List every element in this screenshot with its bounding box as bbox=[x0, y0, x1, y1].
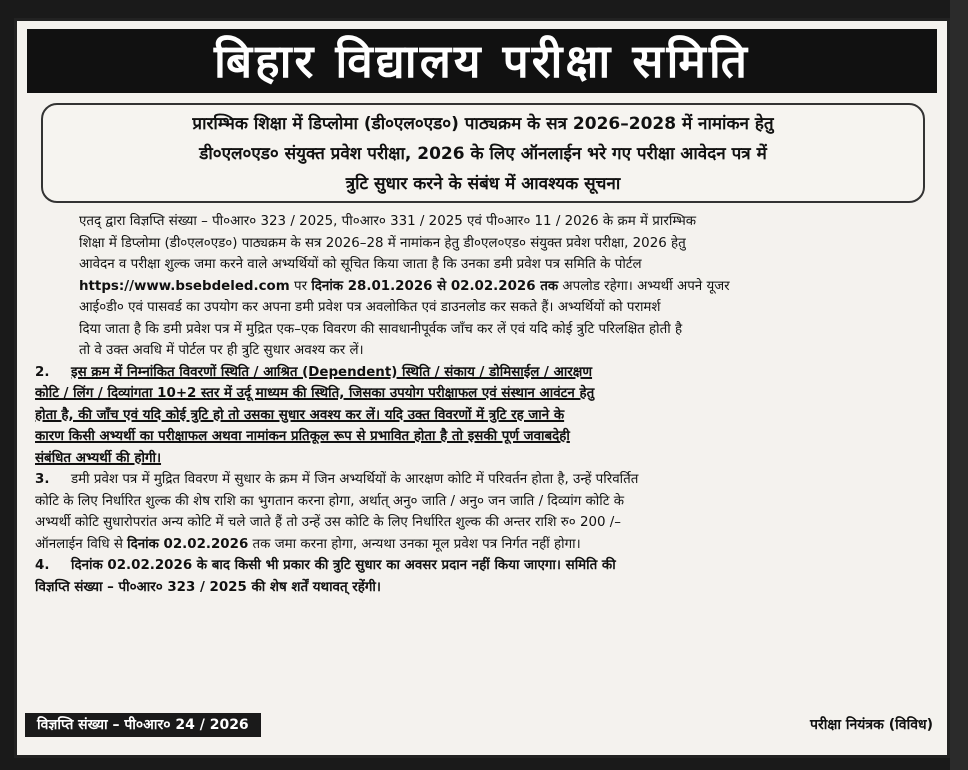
notice-body bbox=[35, 211, 937, 598]
portal-url: https://www.bsebdeled.com bbox=[79, 278, 290, 294]
para2-line: कारण किसी अभ्यर्थी का परीक्षाफल अथवा नामांकन प्रतिकूल रूप से प्रभावित होता है तो इसकी पूर्ण जवाबदेही bbox=[35, 429, 570, 444]
subject-line-1: प्रारम्भिक शिक्षा में डिप्लोमा (डी०एल०एड०) पाठ्यक्रम के सत्र 2026–2028 में नामांकन हेतु bbox=[192, 114, 774, 134]
para4-line: विज्ञप्ति संख्या – पी०आर० 323 / 2025 की शेष शर्तें यथावत् रहेंगी। bbox=[35, 579, 381, 595]
paragraph-2 bbox=[35, 362, 937, 470]
para3-text: डमी प्रवेश पत्र में मुद्रित विवरण में सुधार के क्रम में जिन अभ्यर्थियों के आरक्षण कोटि में परिवर्तन होता है, उन्हें परिवर्तित bbox=[71, 472, 639, 487]
paragraph-4 bbox=[35, 555, 937, 598]
para1-line: आवेदन व परीक्षा शुल्क जमा करने वाले अभ्यर्थियों को सूचित किया जाता है कि उनका डमी प्रवेश पत्र समिति के पोर्टल bbox=[79, 257, 642, 272]
para2-text: इस क्रम में निम्नांकित विवरणों स्थिति / आश्रित (Dependent) स्थिति / संकाय / डोमिसाईल / आरक्षण bbox=[71, 364, 593, 380]
board-title-banner: बिहार विद्यालय परीक्षा समिति bbox=[27, 29, 937, 93]
para1-line: तो वे उक्त अवधि में पोर्टल पर ही त्रुटि सुधार अवश्य कर लें। bbox=[79, 343, 364, 358]
para1-text: अपलोड रहेगा। अभ्यर्थी अपने यूजर bbox=[558, 278, 730, 294]
para-number: 4. bbox=[35, 558, 50, 573]
para3-line bbox=[35, 469, 937, 491]
para3-line: कोटि के लिए निर्धारित शुल्क की शेष राशि का भुगतान करना होगा, अर्थात् अनु० जाति / अनु० जन जाति / दिव्यांग कोटि के bbox=[35, 493, 625, 509]
para1-line: दिया जाता है कि डमी प्रवेश पत्र में मुद्रित एक–एक विवरण की सावधानीपूर्वक जाँच कर लें एवं यदि कोई त्रुटि परिलक्षित होती है bbox=[79, 321, 683, 337]
para3-text: तक जमा करना होगा, अन्यथा उनका मूल प्रवेश पत्र निर्गत नहीं होगा। bbox=[248, 536, 581, 552]
payment-deadline: दिनांक 02.02.2026 bbox=[127, 536, 249, 552]
para1-line: आई०डी० एवं पासवर्ड का उपयोग कर अपना डमी प्रवेश पत्र अवलोकित एवं डाउनलोड कर सकते हैं। अभ्यर्थियों को परामर्श bbox=[79, 300, 661, 315]
subject-box bbox=[41, 103, 925, 203]
para4-line bbox=[35, 555, 937, 577]
para1-line: एतद् द्वारा विज्ञप्ति संख्या – पी०आर० 323 / 2025, पी०आर० 331 / 2025 एवं पी०आर० 11 / 2026 के क्रम में प्रारम्भिक bbox=[79, 214, 697, 229]
upload-dates: दिनांक 28.01.2026 से 02.02.2026 तक bbox=[311, 278, 559, 294]
screen-edge bbox=[950, 0, 968, 770]
paragraph-3 bbox=[35, 469, 937, 555]
notice-document bbox=[14, 18, 950, 758]
subject-line-3: त्रुटि सुधार करने के संबंध में आवश्यक सूचना bbox=[345, 174, 621, 194]
para1-line: शिक्षा में डिप्लोमा (डी०एल०एड०) पाठ्यक्रम के सत्र 2026–28 में नामांकन हेतु डी०एल०एड० संयुक्त प्रवेश परीक्षा, 2026 हेतु bbox=[79, 235, 686, 251]
para-number: 2. bbox=[35, 364, 50, 380]
notice-number-badge: विज्ञप्ति संख्या – पी०आर० 24 / 2026 bbox=[25, 713, 261, 737]
para-number: 3. bbox=[35, 472, 50, 487]
paragraph-1 bbox=[35, 211, 937, 362]
para2-line: संबंधित अभ्यर्थी की होगी। bbox=[35, 450, 162, 466]
para1-text: पर bbox=[289, 278, 312, 294]
para3-line bbox=[35, 534, 937, 556]
para3-line: अभ्यर्थी कोटि सुधारोपरांत अन्य कोटि में चले जाते हैं तो उन्हें उस कोटि के लिए निर्धारित शुल्क की अन्तर राशि रु० 200 /– bbox=[35, 515, 621, 530]
para2-line: होता है, की जाँच एवं यदि कोई त्रुटि हो तो उसका सुधार अवश्य कर लें। यदि उक्त विवरणों में त्रुटि रह जाने के bbox=[35, 407, 565, 423]
para1-line bbox=[35, 276, 937, 298]
para2-line bbox=[35, 362, 937, 384]
signatory: परीक्षा नियंत्रक (विविध) bbox=[810, 717, 933, 733]
para2-line: कोटि / लिंग / दिव्यांगता 10+2 स्तर में उर्दू माध्यम की स्थिति, जिसका उपयोग परीक्षाफल एवं संस्थान आवंटन हेतु bbox=[35, 386, 595, 401]
subject-line-2: डी०एल०एड० संयुक्त प्रवेश परीक्षा, 2026 के लिए ऑनलाईन भरे गए परीक्षा आवेदन पत्र में bbox=[199, 144, 767, 164]
para4-text: दिनांक 02.02.2026 के बाद किसी भी प्रकार की त्रुटि सुधार का अवसर प्रदान नहीं किया जाएगा। समिति की bbox=[71, 558, 616, 573]
para3-text: ऑनलाईन विधि से bbox=[35, 536, 128, 552]
